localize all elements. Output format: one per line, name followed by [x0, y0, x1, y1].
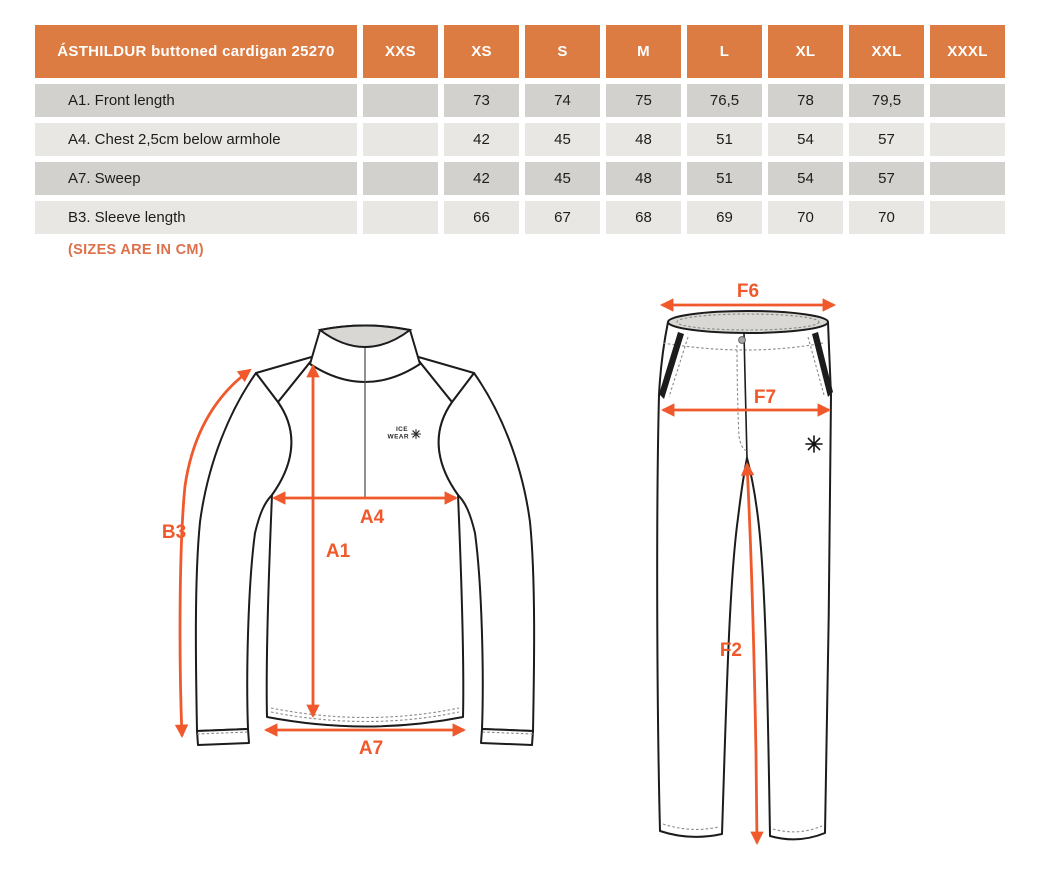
table-cell	[363, 123, 438, 156]
table-cell: 70	[849, 201, 924, 234]
table-cell: 54	[768, 123, 843, 156]
table-cell: 70	[768, 201, 843, 234]
table-cell: 67	[525, 201, 600, 234]
logo-text-wear: WEAR	[387, 433, 409, 441]
table-cell: 66	[444, 201, 519, 234]
measure-label-a1: A1	[325, 541, 351, 562]
size-column-header-xxl: XXL	[849, 25, 924, 78]
table-cell: 42	[444, 123, 519, 156]
table-cell: 78	[768, 84, 843, 117]
measure-label-f6: F6	[736, 283, 760, 302]
sweater-left-cuff	[197, 729, 249, 745]
table-cell: 57	[849, 162, 924, 195]
row-label: A7. Sweep	[35, 162, 357, 195]
pants-diagram	[630, 283, 920, 896]
waist-button	[739, 337, 746, 344]
table-cell	[930, 123, 1005, 156]
table-cell	[930, 162, 1005, 195]
table-cell: 45	[525, 162, 600, 195]
table-cell: 45	[525, 123, 600, 156]
table-cell: 68	[606, 201, 681, 234]
table-cell: 57	[849, 123, 924, 156]
measure-arrow-f2	[747, 464, 757, 843]
snowflake-icon	[806, 436, 822, 452]
row-label: A1. Front length	[35, 84, 357, 117]
size-column-header-m: M	[606, 25, 681, 78]
table-cell: 42	[444, 162, 519, 195]
table-cell: 73	[444, 84, 519, 117]
measure-label-a7: A7	[358, 738, 384, 759]
measure-label-f2: F2	[719, 640, 742, 661]
table-cell: 75	[606, 84, 681, 117]
table-cell: 54	[768, 162, 843, 195]
size-column-header-s: S	[525, 25, 600, 78]
table-cell: 69	[687, 201, 762, 234]
size-column-header-xxs: XXS	[363, 25, 438, 78]
size-column-header-l: L	[687, 25, 762, 78]
snowflake-icon	[412, 430, 421, 439]
measure-label-b3: B3	[161, 522, 187, 543]
sweater-right-cuff	[481, 729, 533, 745]
measure-label-f7: F7	[753, 387, 777, 408]
row-label: B3. Sleeve length	[35, 201, 357, 234]
pants-body	[657, 322, 831, 839]
measure-label-a4: A4	[359, 507, 385, 528]
units-note: (SIZES ARE IN CM)	[68, 242, 204, 258]
table-cell: 51	[687, 162, 762, 195]
table-cell	[930, 84, 1005, 117]
table-title: ÁSTHILDUR buttoned cardigan 25270	[35, 25, 357, 78]
table-cell: 76,5	[687, 84, 762, 117]
row-label: A4. Chest 2,5cm below armhole	[35, 123, 357, 156]
table-cell: 48	[606, 123, 681, 156]
table-cell: 79,5	[849, 84, 924, 117]
sweater-diagram	[150, 290, 570, 785]
logo-text-ice: ICE	[395, 426, 408, 433]
size-column-header-xl: XL	[768, 25, 843, 78]
table-cell	[363, 201, 438, 234]
size-column-header-xs: XS	[444, 25, 519, 78]
table-cell	[363, 162, 438, 195]
table-cell	[363, 84, 438, 117]
table-cell	[930, 201, 1005, 234]
table-cell: 74	[525, 84, 600, 117]
size-table	[35, 25, 1005, 234]
table-cell: 48	[606, 162, 681, 195]
size-column-header-xxxl: XXXL	[930, 25, 1005, 78]
table-cell: 51	[687, 123, 762, 156]
